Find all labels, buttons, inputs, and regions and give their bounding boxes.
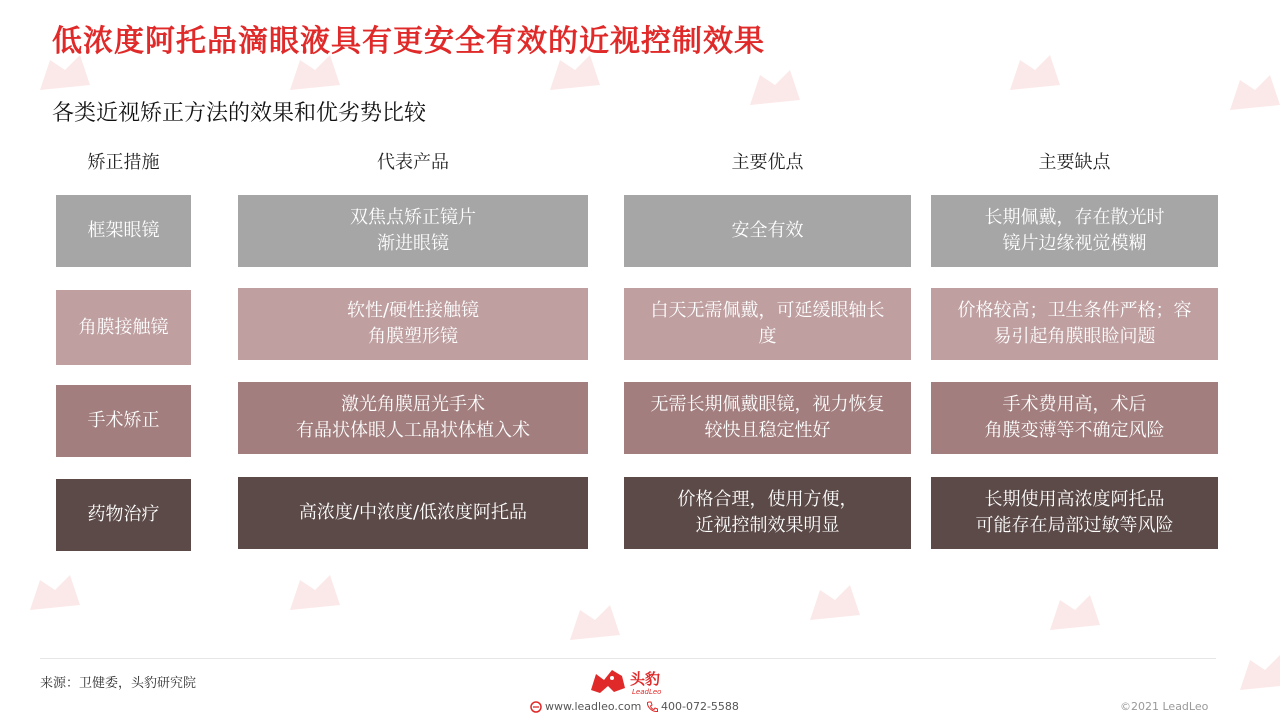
page-subtitle: 各类近视矫正方法的效果和优劣势比较 bbox=[52, 101, 427, 126]
logo-text: 头豹 bbox=[630, 670, 661, 688]
source-note: 来源：卫健委，头豹研究院 bbox=[40, 676, 197, 691]
watermark-icon bbox=[1220, 60, 1280, 130]
page-title: 低浓度阿托品滴眼液具有更安全有效的近视控制效果 bbox=[52, 24, 765, 59]
web-icon bbox=[530, 701, 542, 713]
leopard-logo-icon bbox=[588, 666, 628, 696]
watermark-icon bbox=[280, 560, 350, 630]
pros-cell: 无需长期佩戴眼镜，视力恢复 较快且稳定性好 bbox=[624, 382, 911, 454]
header-products: 代表产品 bbox=[377, 152, 449, 173]
copyright: ©2021 LeadLeo bbox=[1120, 700, 1209, 713]
cons-cell: 长期使用高浓度阿托品 可能存在局部过敏等风险 bbox=[931, 477, 1218, 549]
method-cell: 药物治疗 bbox=[56, 479, 191, 551]
method-cell: 角膜接触镜 bbox=[56, 290, 191, 365]
watermark-icon bbox=[1230, 640, 1280, 710]
pros-cell: 安全有效 bbox=[624, 195, 911, 267]
header-cons: 主要缺点 bbox=[1038, 152, 1111, 173]
header-pros: 主要优点 bbox=[731, 152, 804, 173]
watermark-icon bbox=[740, 55, 810, 125]
footer-divider bbox=[40, 658, 1216, 659]
products-cell: 激光角膜屈光手术 有晶状体眼人工晶状体植入术 bbox=[238, 382, 588, 454]
cons-cell: 手术费用高，术后 角膜变薄等不确定风险 bbox=[931, 382, 1218, 454]
watermark-icon bbox=[1040, 580, 1110, 650]
products-cell: 软性/硬性接触镜 角膜塑形镜 bbox=[238, 288, 588, 360]
cons-cell: 长期佩戴，存在散光时 镜片边缘视觉模糊 bbox=[931, 195, 1218, 267]
phone-number: 400-072-5588 bbox=[661, 700, 739, 713]
watermark-icon bbox=[800, 570, 870, 640]
pros-cell: 白天无需佩戴，可延缓眼轴长 度 bbox=[624, 288, 911, 360]
watermark-icon bbox=[1000, 40, 1070, 110]
pros-cell: 价格合理，使用方便， 近视控制效果明显 bbox=[624, 477, 911, 549]
products-cell: 双焦点矫正镜片 渐进眼镜 bbox=[238, 195, 588, 267]
products-cell: 高浓度/中浓度/低浓度阿托品 bbox=[238, 477, 588, 549]
method-cell: 框架眼镜 bbox=[56, 195, 191, 267]
watermark-icon bbox=[20, 560, 90, 630]
website-link[interactable]: www.leadleo.com bbox=[545, 700, 642, 713]
cons-cell: 价格较高；卫生条件严格；容 易引起角膜眼睑问题 bbox=[931, 288, 1218, 360]
logo-subtext: LeadLeo bbox=[632, 688, 662, 696]
method-cell: 手术矫正 bbox=[56, 385, 191, 457]
header-method: 矫正措施 bbox=[87, 152, 160, 173]
watermark-icon bbox=[560, 590, 630, 660]
phone-icon bbox=[646, 701, 658, 713]
